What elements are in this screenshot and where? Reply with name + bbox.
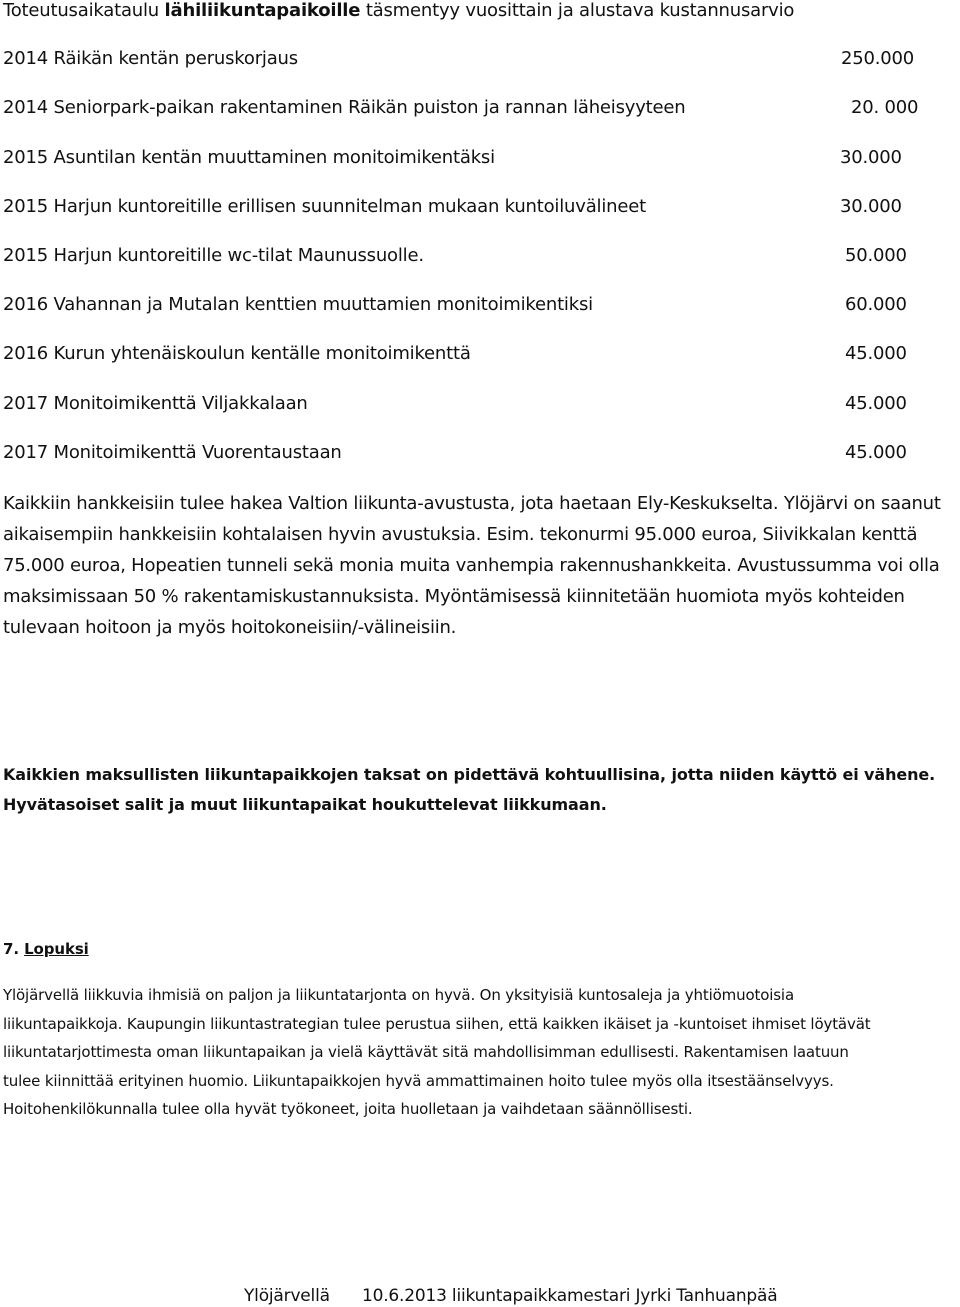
schedule-text: 2015 Harjun kuntoreitille erillisen suunnitelman mukaan kuntoiluvälineet: [3, 196, 646, 217]
schedule-amount: 250.000: [841, 48, 915, 69]
schedule-text: 2015 Asuntilan kentän muuttaminen monitoimikentäksi: [3, 147, 495, 168]
schedule-amount: 30.000: [840, 196, 902, 217]
schedule-amount: 45.000: [845, 442, 907, 463]
schedule-text: 2014 Seniorpark-paikan rakentaminen Räikän puiston ja rannan läheisyyteen: [3, 97, 686, 118]
paragraph-line: tulevaan hoitoon ja myös hoitokoneisiin/-välineisiin.: [3, 617, 457, 638]
footer-place: Ylöjärvellä: [244, 1286, 330, 1306]
schedule-row: [3, 294, 933, 316]
schedule-row: [3, 442, 933, 464]
bold-statement: Kaikkien maksullisten liikuntapaikkojen taksat on pidettävä kohtuullisina, jotta niiden käyttö ei vähene.: [3, 765, 936, 784]
schedule-row: [3, 147, 933, 169]
heading-bold: lähiliikuntapaikoille: [164, 0, 361, 21]
heading-prefix: Toteutusaikataulu: [3, 0, 160, 21]
heading-suffix: täsmentyy vuosittain ja alustava kustannusarvio: [365, 0, 795, 21]
schedule-text: 2017 Monitoimikenttä Vuorentaustaan: [3, 442, 342, 463]
schedule-amount: 60.000: [845, 294, 907, 315]
schedule-amount: 50.000: [845, 245, 907, 266]
section-title: Lopuksi: [24, 940, 89, 958]
schedule-text: 2014 Räikän kentän peruskorjaus: [3, 48, 298, 69]
paragraph-line: liikuntapaikkoja. Kaupungin liikuntastrategian tulee perustua siihen, että kaikken ikäiset ja -kuntoiset ihmiset löytävät: [3, 1014, 871, 1033]
schedule-row: [3, 48, 933, 70]
paragraph-line: maksimissaan 50 % rakentamiskustannuksista. Myöntämisessä kiinnitetään huomiota myös kohteiden: [3, 586, 905, 607]
paragraph-line: tulee kiinnittää erityinen huomio. Liikuntapaikkojen hyvä ammattimainen hoito tulee myös olla itsestäänselvyys.: [3, 1071, 834, 1090]
schedule-row: [3, 196, 933, 218]
schedule-text: 2016 Vahannan ja Mutalan kenttien muuttamien monitoimikentiksi: [3, 294, 593, 315]
paragraph-line: Kaikkiin hankkeisiin tulee hakea Valtion liikunta-avustusta, jota haetaan Ely-Keskukselta. Ylöjärvi on saanut: [3, 493, 941, 514]
schedule-amount: 30.000: [840, 147, 902, 168]
section-heading: [3, 934, 89, 964]
schedule-row: [3, 97, 933, 119]
footer-date-author: 10.6.2013 liikuntapaikkamestari Jyrki Tanhuanpää: [362, 1286, 778, 1306]
grants-paragraph: [3, 488, 958, 643]
heading-line: [3, 0, 794, 22]
paragraph-line: liikuntatarjottimesta oman liikuntapaikan ja vielä käyttävät sitä mahdollisimman edullisesti. Rakentamisen laatuun: [3, 1043, 849, 1061]
schedule-text: 2017 Monitoimikenttä Viljakkalaan: [3, 393, 308, 414]
paragraph-line: Ylöjärvellä liikkuvia ihmisiä on paljon ja liikuntatarjonta on hyvä. On yksityisiä kuntosaleja ja yhtiömuotoisia: [3, 986, 794, 1004]
schedule-amount: 20. 000: [851, 97, 919, 118]
schedule-row: [3, 245, 933, 267]
schedule-row: [3, 343, 933, 365]
schedule-amount: 45.000: [845, 393, 907, 414]
bold-statement: Hyvätasoiset salit ja muut liikuntapaikat houkuttelevat liikkumaan.: [3, 795, 607, 814]
schedule-text: 2016 Kurun yhtenäiskoulun kentälle monitoimikenttä: [3, 343, 471, 364]
schedule-row: [3, 393, 933, 415]
schedule-text: 2015 Harjun kuntoreitille wc-tilat Maunussuolle.: [3, 245, 424, 266]
section-number: 7.: [3, 940, 19, 958]
schedule-amount: 45.000: [845, 343, 907, 364]
paragraph-line: Hoitohenkilökunnalla tulee olla hyvät työkoneet, joita huolletaan ja vaihdetaan säännöllisesti.: [3, 1100, 693, 1118]
paragraph-line: aikaisempiin hankkeisiin kohtalaisen hyvin avustuksia. Esim. tekonurmi 95.000 euroa, Siivikkalan kenttä: [3, 524, 918, 545]
paragraph-line: 75.000 euroa, Hopeatien tunneli sekä monia muita vanhempia rakennushankkeita. Avustussumma voi olla: [3, 555, 940, 576]
closing-paragraph: [3, 981, 960, 1124]
